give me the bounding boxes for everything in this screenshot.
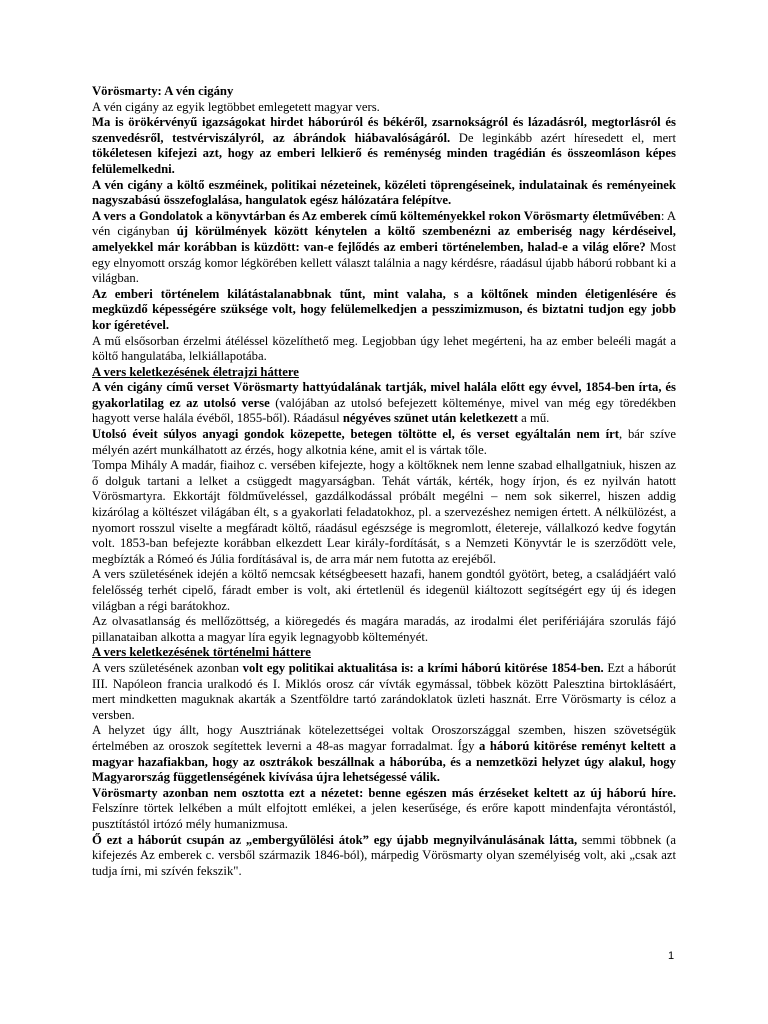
hope-paragraph xyxy=(92,723,676,785)
crimean-war-paragraph xyxy=(92,661,676,723)
page-number: 1 xyxy=(668,950,675,962)
text-segment: négyéves szünet után keletkezett xyxy=(342,411,518,426)
text-segment: A vers keletkezésének életrajzi háttere xyxy=(92,364,299,379)
swan-song-paragraph xyxy=(92,380,676,427)
hardship-paragraph xyxy=(92,427,676,458)
text-segment: új körülmények között kénytelen a költő szembenézni az emberiség nagy kérdéseivel, amelyekkel már korábban is küzdött: van-e fejlődés az emberi történelemben, halad-e a világ előre? xyxy=(92,224,676,254)
text-segment: Ő ezt a háborút csupán az „embergyűlölési átok” egy újabb megnyilvánulásának látta, xyxy=(92,832,578,847)
text-segment: (valójában az utolsó befejezett költeménye, mivel van még egy töredékben hagyott verse halála évéből, 1855-ből). Ráadásul xyxy=(92,395,676,426)
text-segment: A vers keletkezésének történelmi háttere xyxy=(92,645,311,660)
text-segment: : A vén cigányban xyxy=(92,208,676,239)
text-segment: De leginkább azért híresedett el, mert xyxy=(450,130,676,145)
text-segment: A vén cigány az egyik legtöbbet emlegetett magyar vers. xyxy=(92,99,380,114)
text-segment: Ma is örökérvényű igazságokat hirdet háborúról és békéről, zsarnokságról és lázadásról, megtorlásról és szenvedésről, testvérviszályról, az ábrándok hiábavalóságáról. xyxy=(92,115,676,145)
emotion-paragraph xyxy=(92,334,676,365)
text-segment: tökéletesen kifejezi azt, hogy az emberi lelkierő és reménység minden tragédián és összeomláson képes felülemelkedni. xyxy=(92,146,676,176)
text-segment: Most egy elnyomott ország komor légkörében kellett választ találnia a nagy kérdésre, ráadásul újabb háború robbant ki a világban. xyxy=(92,239,676,286)
tompa-paragraph xyxy=(92,458,676,567)
text-segment: Az olvasatlanság és mellőzöttség, a kiöregedés és magára maradás, az irodalmi élet perifériájára szorulás fájó pillanataiban alkotta a magyar líra egyik legnagyobb költeményét. xyxy=(92,614,676,644)
document-title: Vörösmarty: A vén cigány xyxy=(92,84,234,98)
context-paragraph xyxy=(92,209,676,287)
text-segment: a mű. xyxy=(517,411,550,426)
text-segment: A vers születésének azonban xyxy=(92,660,243,675)
text-segment: A vers a Gondolatok a könyvtárban és Az emberek című költeményekkel rokon Vörösmarty életművében xyxy=(92,208,661,223)
text-segment: Az emberi történelem kilátástalanabbnak tűnt, mint valaha, s a költőnek minden életigenlésére és megküzdő képességére szüksége volt, hogy felülemelkedjen a pesszimizmuson, és biztatni tudjon egy jobb kor ígéretével. xyxy=(92,286,676,332)
text-segment: Ezt a háborút III. Napóleon francia uralkodó és I. Miklós orosz cár vívták egymással, többek között Palesztina birtoklásáért, mert mindketten maguknak akarták a Szentföldre tartó zarándoklatok üzleti hasznát. Erre Vörösmarty is céloz a versben. xyxy=(92,660,677,722)
curse-paragraph xyxy=(92,833,676,880)
text-segment: volt egy politikai aktualitása is: a krími háború kitörése 1854-ben. xyxy=(242,660,604,675)
text-segment: A vers születésének idején a költő nemcsak kétségbeesett hazafi, hanem gondtól gyötört, beteg, a családjáért való felelősség terhét cipelő, fáradt ember is volt, aki értetlenül és idegenül kiáltozott segítségért egy új és idegen világban a régi barátokhoz. xyxy=(92,567,676,613)
text-segment: A mű elsősorban érzelmi átéléssel közelíthető meg. Legjobban úgy lehet megérteni, ha az ember beleéli magát a költő hangulatába, lelkiállapotába. xyxy=(92,333,676,364)
text-segment: semmi többnek (a kifejezés Az emberek c. versből származik 1846-ból), márpedig Vörösmarty olyan személyiség volt, aki „csak azt tudja írni, mi szívén fekszik". xyxy=(92,832,676,878)
text-segment: Felszínre törtek lelkében a múlt elfojtott emlékei, a jelen keserűsége, és erőre kapott mindenfajta vérontástól, pusztítástól irtózó mély humanizmusa. xyxy=(92,801,676,831)
intro-paragraph xyxy=(92,100,676,116)
text-segment: Tompa Mihály A madár, fiaihoz c. versében kifejezte, hogy a költőknek nem lenne szabad elhallgatniuk, hiszen az ő dolguk tartani a lelket a csüggedt magyarságban. Tehát várták, kérték, hogy írjon, és ez nyilván hatott Vörösmartyra. Ekkortájt földműveléssel, gazdálkodással próbált megélni – nem sok sikerrel, hiszen addig kizárólag a költészet világában élt, s a gyakorlati feladatokhoz, pl. a szervezéshez nemigen értett. A nélkülözést, a nyomort rosszul viselte a megfáradt költő, ráadásul egészsége is megromlott, életereje, vállalkozó kedve fogytán volt. 1853-ban befejezte korábban elkezdett Lear király-fordítását, s a Nemzeti Könyvtár le is szerződött vele, megbízták a Rómeó és Júlia fordításával is, de arra már nem futotta az erejéből. xyxy=(92,458,676,566)
text-segment: , bár szíve mélyén azért munkálhatott az érzés, hogy alkotnia kéne, amit el is vártak tőle. xyxy=(92,427,677,457)
text-segment: A helyzet úgy állt, hogy Ausztriának kötelezettségei voltak Oroszországgal szemben, hiszen szövetségük értelmében az oroszok segítettek leverni a 48-as magyar forradalmat. Így xyxy=(92,723,676,753)
history-heading xyxy=(92,645,676,661)
document-body xyxy=(92,84,676,879)
text-segment: Vörösmarty azonban nem osztotta ezt a nézetet: benne egészen más érzéseket keltett az új háború híre. xyxy=(92,785,676,800)
isolation-paragraph xyxy=(92,614,676,645)
themes-paragraph xyxy=(92,115,676,177)
text-segment: a háború kitörése reményt keltett a magyar hazafiakban, hogy az osztrákok beszállnak a háborúba, és a nemzetközi helyzet úgy alakul, hogy Magyarország függetlenségének kivívása újra lehetségessé válik. xyxy=(92,738,676,785)
biography-heading xyxy=(92,365,676,381)
paragraph-list xyxy=(92,100,676,880)
text-segment: Utolsó éveit súlyos anyagi gondok közepette, betegen töltötte el, és verset egyáltalán nem írt xyxy=(92,427,619,442)
pessimism-paragraph xyxy=(92,287,676,334)
summary-paragraph xyxy=(92,178,676,209)
despair-paragraph xyxy=(92,567,676,614)
text-segment: A vén cigány a költő eszméinek, politikai nézeteinek, közéleti töprengéseinek, indulatainak és reményeinek nagyszabású összefoglalása, hangulatok egész hálózatára felépítve. xyxy=(92,177,676,208)
text-segment: A vén cigány című verset Vörösmarty hattyúdalának tartják, mivel halála előtt egy évvel, 1854-ben írta, és gyakorlatilag ez az utolsó verse xyxy=(92,380,676,410)
opinion-paragraph xyxy=(92,786,676,833)
